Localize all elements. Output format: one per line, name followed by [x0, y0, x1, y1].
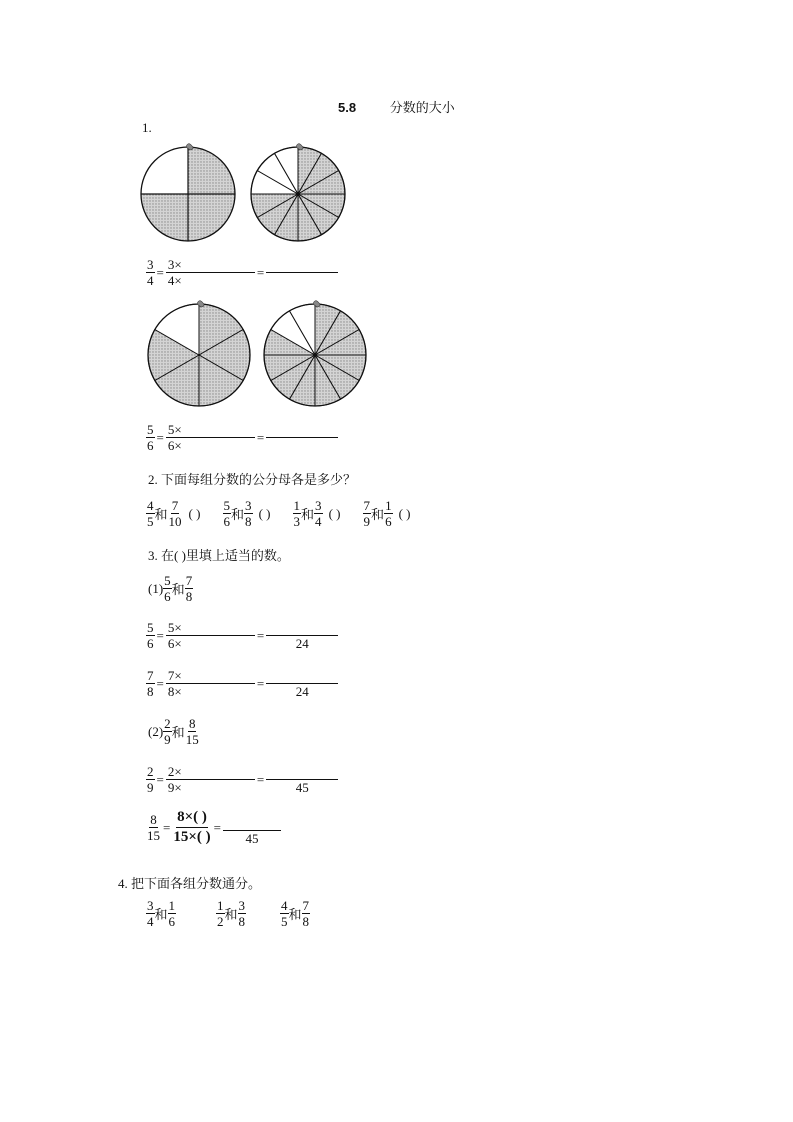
q2-group: $\frac{5}{6}$ 和 $\frac{3}{8}$ ( )	[223, 498, 277, 529]
q1-equation-1: $\frac{3}{4}$ = $\frac{3\times}{4\times}$ =	[146, 257, 338, 288]
q2-group: $\frac{7}{9}$ 和 $\frac{1}{6}$ ( )	[363, 498, 417, 529]
fraction: $\frac{5}{6}$	[147, 422, 154, 453]
answer-blank[interactable]: ( )	[398, 505, 411, 521]
q4-group: $\frac{1}{2}$ 和 $\frac{3}{8}$	[217, 898, 246, 929]
answer-blank[interactable]: 24	[266, 668, 338, 699]
q3-equation: $\frac{7}{8}$ = $\frac{7\times}{8\times}$ = 24	[146, 668, 338, 699]
q4-group: $\frac{3}{4}$ 和 $\frac{1}{6}$	[147, 898, 176, 929]
q3-equation: $\frac{5}{6}$ = $\frac{5\times}{6\times}$ = 24	[146, 620, 338, 651]
q1-label: 1.	[142, 120, 152, 135]
pie-sixths	[146, 300, 254, 410]
section-title: 分数的大小	[389, 100, 455, 115]
section-number: 5.8	[338, 100, 357, 115]
answer-blank[interactable]: 45	[223, 815, 281, 846]
answer-blank[interactable]: 45	[266, 764, 338, 795]
q3-part2-header: (2) $\frac{2}{9}$ 和 $\frac{8}{15}$	[148, 716, 199, 747]
q2-group: $\frac{1}{3}$ 和 $\frac{3}{4}$ ( )	[293, 498, 347, 529]
pie-twelfths-2	[262, 300, 370, 410]
q3-equation: $\frac{8}{15}$ = $\frac{8\times( )}{15\times( )}$ = 45	[146, 808, 281, 847]
q2-label: 2. 下面每组分数的公分母各是多少？	[148, 472, 357, 487]
q3-equation: $\frac{2}{9}$ = $\frac{2\times}{9\times}$ = 45	[146, 764, 338, 795]
answer-blank[interactable]: ( )	[328, 505, 341, 521]
q1-equation-2: $\frac{5}{6}$ = $\frac{5\times}{6\times}$ =	[146, 422, 338, 453]
answer-blank[interactable]: 24	[266, 620, 338, 651]
answer-blank[interactable]: ( )	[188, 505, 201, 521]
fraction-blank	[266, 422, 338, 453]
q3-label: 3. 在( )里填上适当的数。	[148, 548, 290, 563]
answer-blank[interactable]: ( )	[258, 505, 271, 521]
q2-groups	[146, 498, 417, 529]
fraction-expanded: $\frac{5\times}{6\times}$	[166, 422, 255, 453]
fraction: $\frac{3}{4}$	[147, 257, 154, 288]
q4-group: $\frac{4}{5}$ 和 $\frac{7}{8}$	[281, 898, 310, 929]
page-title	[338, 97, 455, 116]
q4-label: 4. 把下面各组分数通分。	[118, 876, 262, 891]
q2-group: $\frac{4}{5}$ 和 $\frac{7}{10}$ ( )	[146, 498, 207, 529]
q4-groups	[146, 898, 310, 929]
pie-twelfths	[250, 143, 350, 245]
fraction-expanded: $\frac{3\times}{4\times}$	[166, 257, 255, 288]
q3-part1-header: (1) $\frac{5}{6}$ 和 $\frac{7}{8}$	[148, 573, 193, 604]
fraction-blank	[266, 257, 338, 288]
pie-quarters	[140, 143, 240, 245]
